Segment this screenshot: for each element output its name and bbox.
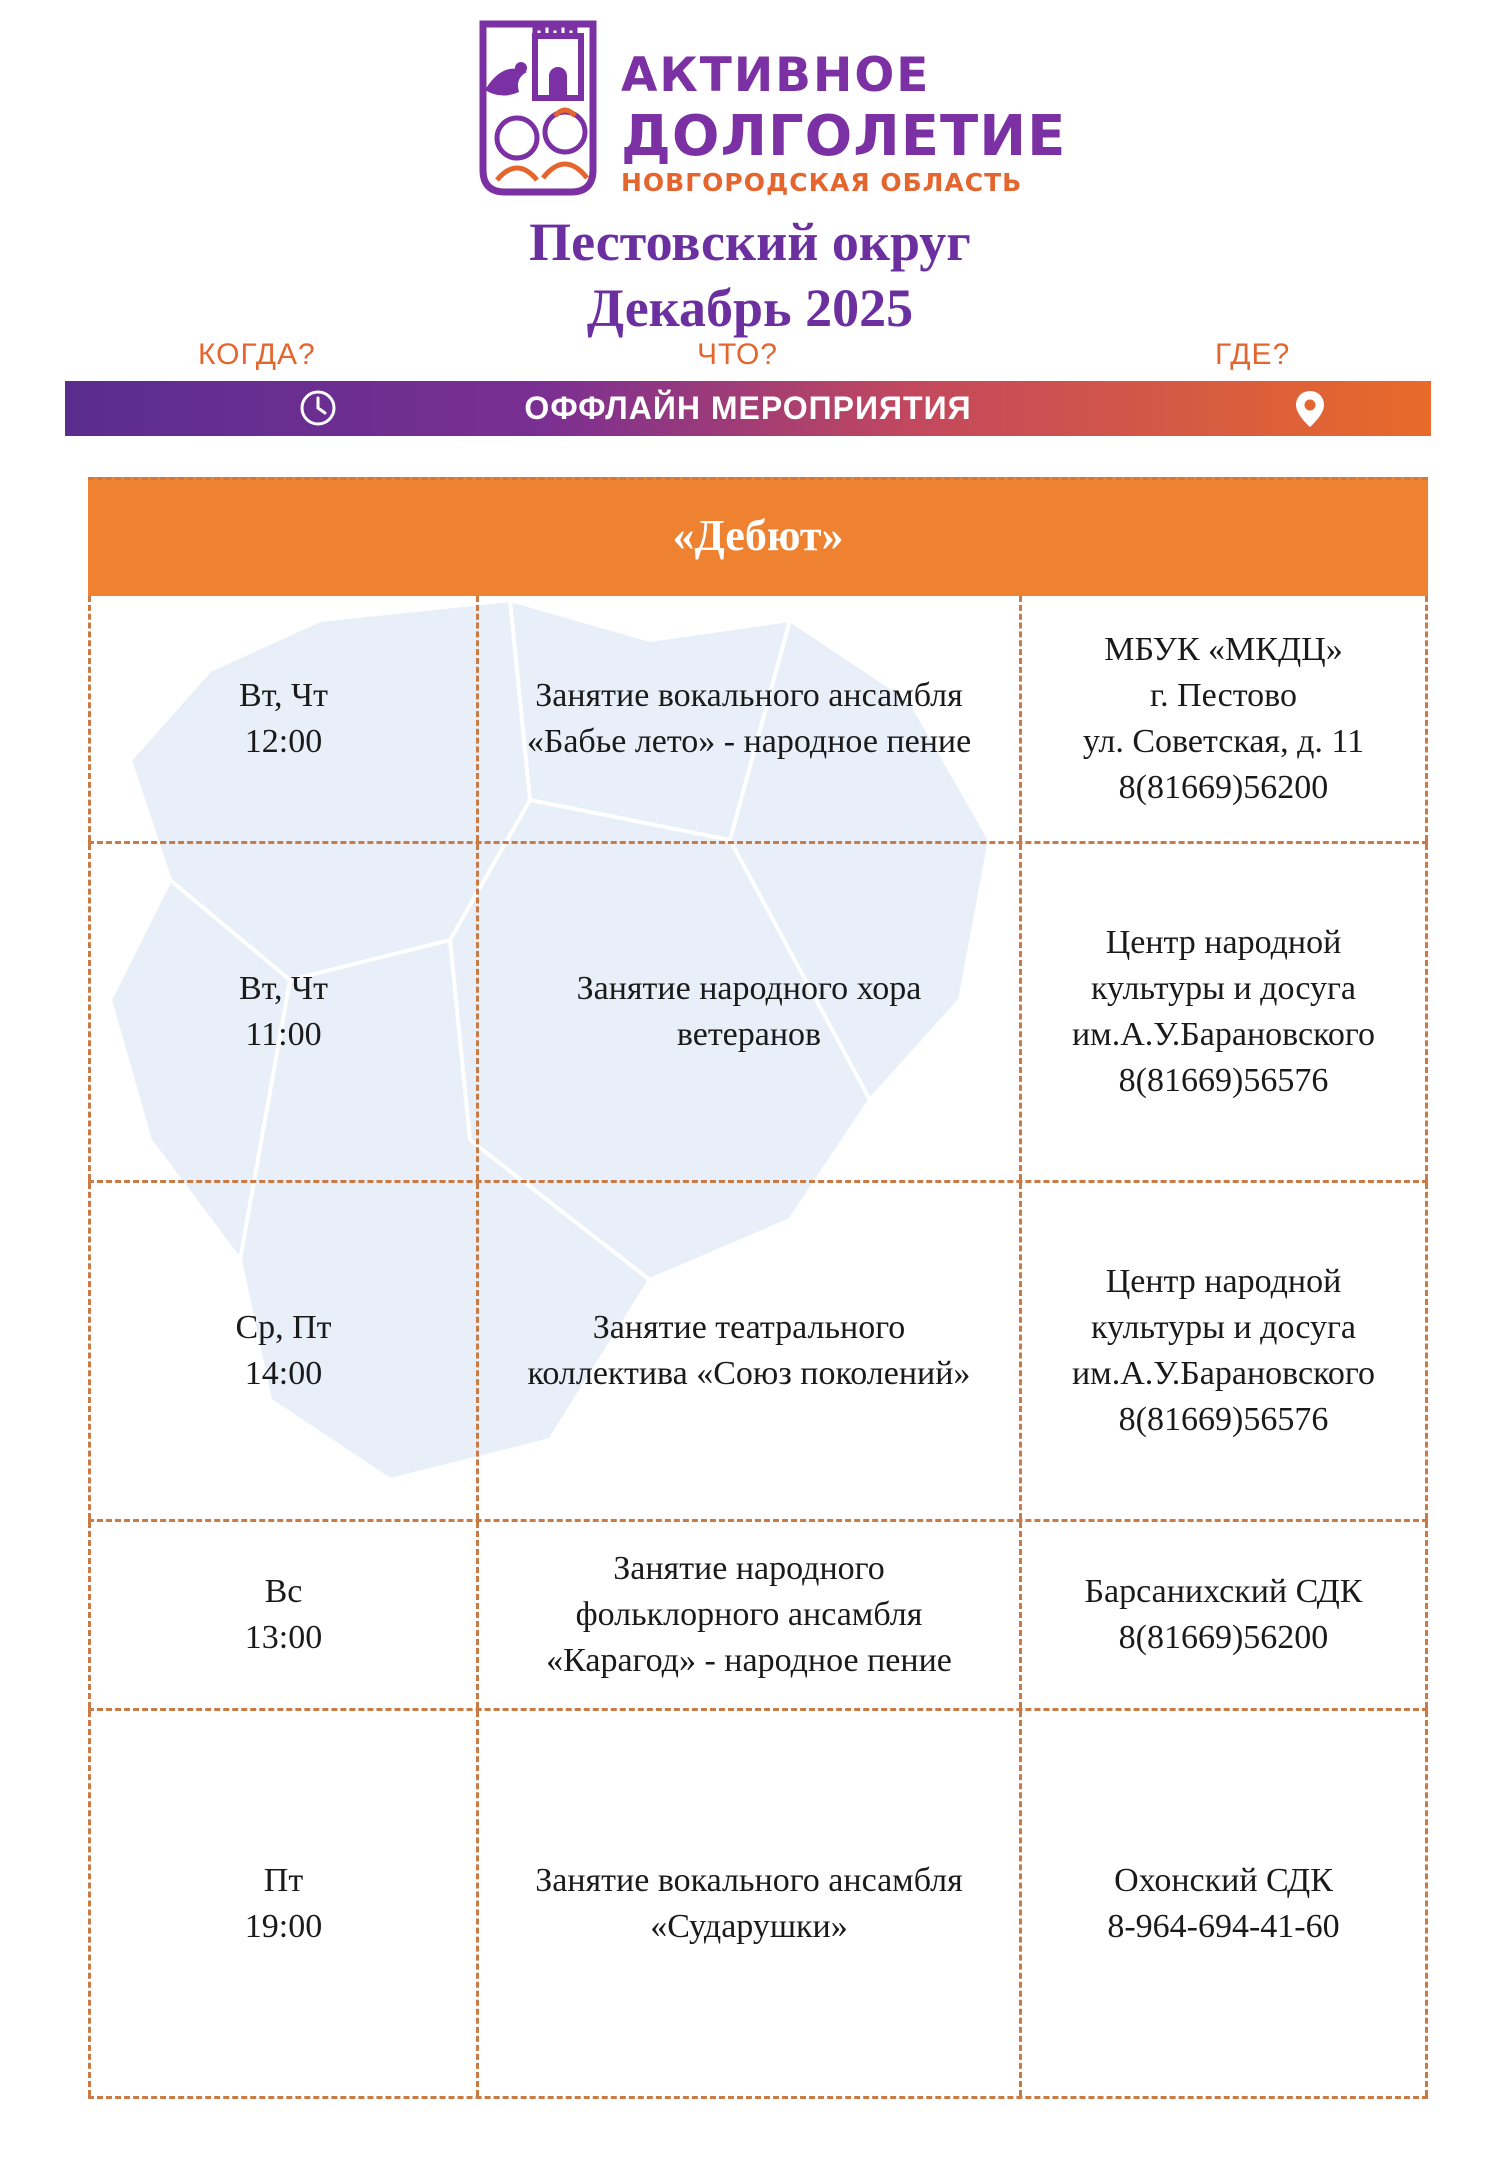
where-label: ГДЕ? (1215, 338, 1291, 371)
venue-line: культуры и досуга (1091, 1309, 1356, 1346)
event-name-line: «Карагод» - народное пение (546, 1642, 952, 1679)
venue-line: культуры и досуга (1091, 970, 1356, 1007)
when-cell (88, 1522, 479, 1708)
venue-line: им.А.У.Барановского (1071, 1016, 1376, 1053)
event-name-line: фольклорного ансамбля (575, 1596, 923, 1633)
when-cell (88, 1711, 479, 2096)
offline-events-banner (65, 381, 1431, 436)
event-time: 19:00 (244, 1907, 323, 1945)
active-longevity-emblem-icon (475, 20, 605, 198)
what-label: ЧТО? (697, 338, 778, 371)
event-days: Вт, Чт (239, 676, 328, 714)
logo (475, 20, 1067, 200)
what-cell (479, 844, 1022, 1180)
event-name-line: ветеранов (676, 1016, 822, 1053)
event-time: 12:00 (244, 722, 323, 760)
event-days: Ср, Пт (235, 1309, 332, 1346)
what-cell (479, 1183, 1022, 1519)
logo-line-1: АКТИВНОЕ (621, 48, 931, 103)
venue-line: Центр народной (1105, 1263, 1342, 1300)
what-cell (479, 596, 1022, 841)
venue-phone: 8-964-694-41-60 (1107, 1907, 1340, 1945)
table-title: «Дебют» (672, 511, 844, 560)
venue-line: им.А.У.Барановского (1071, 1355, 1376, 1392)
event-days: Вт, Чт (239, 970, 328, 1007)
venue-phone: 8(81669)56200 (1118, 1619, 1329, 1656)
what-cell (479, 1522, 1022, 1708)
venue-phone: 8(81669)56200 (1118, 768, 1329, 806)
where-cell (1022, 844, 1428, 1180)
venue-line: Охонский СДК (1114, 1861, 1333, 1899)
event-name-line: «Бабье лето» - народное пение (526, 722, 972, 760)
venue-line: г. Пестово (1150, 676, 1297, 714)
venue-line: ул. Советская, д. 11 (1082, 722, 1365, 760)
page-title: Пестовский округ (529, 212, 971, 272)
event-days: Вс (264, 1573, 303, 1610)
event-time: 13:00 (244, 1619, 323, 1656)
event-name-line: Занятие народного хора (576, 970, 922, 1007)
table-row (88, 1711, 1428, 2099)
venue-line: Барсанихский СДК (1084, 1573, 1363, 1610)
logo-line-3: НОВГОРОДСКАЯ ОБЛАСТЬ (621, 168, 1023, 197)
table-row (88, 1522, 1428, 1711)
banner-text: ОФФЛАЙН МЕРОПРИЯТИЯ (524, 390, 972, 426)
table-header (88, 477, 1428, 596)
what-cell (479, 1711, 1022, 2096)
event-name-line: Занятие театрального (592, 1309, 906, 1346)
event-name-line: Занятие вокального ансамбля (535, 1861, 963, 1899)
event-name-line: коллектива «Союз поколений» (527, 1355, 971, 1392)
event-name-line: Занятие вокального ансамбля (535, 676, 963, 714)
event-name-line: «Сударушки» (650, 1907, 848, 1945)
table-row (88, 844, 1428, 1183)
table-row (88, 596, 1428, 844)
table-row (88, 1183, 1428, 1522)
event-days: Пт (263, 1861, 304, 1899)
event-time: 11:00 (245, 1016, 322, 1053)
events-table (88, 477, 1428, 2099)
location-pin-icon (1294, 389, 1326, 429)
venue-phone: 8(81669)56576 (1118, 1062, 1329, 1099)
when-cell (88, 596, 479, 841)
when-cell (88, 844, 479, 1180)
venue-phone: 8(81669)56576 (1118, 1401, 1329, 1438)
when-cell (88, 1183, 479, 1519)
page-subtitle: Декабрь 2025 (586, 278, 914, 338)
event-time: 14:00 (244, 1355, 323, 1392)
where-cell (1022, 1183, 1428, 1519)
where-cell (1022, 1711, 1428, 2096)
event-name-line: Занятие народного (613, 1550, 885, 1587)
venue-line: МБУК «МКДЦ» (1104, 630, 1343, 668)
venue-line: Центр народной (1105, 924, 1342, 961)
when-label: КОГДА? (198, 338, 316, 371)
where-cell (1022, 1522, 1428, 1708)
where-cell (1022, 596, 1428, 841)
logo-line-2: ДОЛГОЛЕТИЕ (621, 104, 1067, 169)
